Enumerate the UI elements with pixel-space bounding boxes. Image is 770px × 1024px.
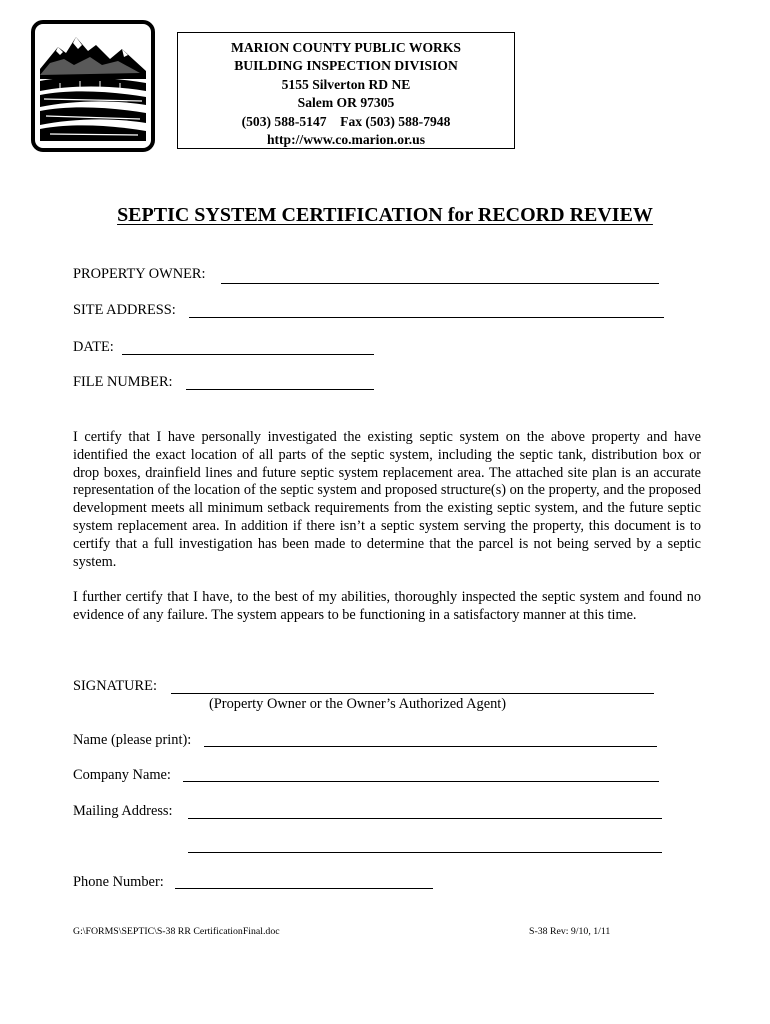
form-title: SEPTIC SYSTEM CERTIFICATION for RECORD REVIEW	[117, 204, 653, 226]
signature-caption: (Property Owner or the Owner’s Authorized Agent)	[209, 696, 507, 712]
name-field[interactable]	[204, 746, 657, 747]
agency-name: MARION COUNTY PUBLIC WORKS	[231, 40, 461, 55]
county-logo-mountains-fields-icon	[30, 19, 156, 153]
property-owner-field[interactable]	[221, 283, 659, 284]
site-address-label: SITE ADDRESS:	[73, 302, 176, 318]
street-address: 5155 Silverton RD NE	[281, 76, 411, 92]
company-name-label: Company Name:	[73, 767, 171, 783]
name-label: Name (please print):	[73, 732, 192, 748]
inspection-paragraph: I further certify that I have, to the best of my abilities, thoroughly inspected the septic system and found no evidence of any failure. The system appears to be functioning in a satisfactory manner at this time.	[73, 589, 701, 623]
document-path: G:\FORMS\SEPTIC\S-38 RR CertificationFinal.doc	[73, 926, 280, 937]
site-address-field[interactable]	[189, 317, 664, 318]
signature-label: SIGNATURE:	[73, 678, 157, 694]
division-name: BUILDING INSPECTION DIVISION	[234, 58, 458, 74]
company-name-field[interactable]	[183, 781, 659, 782]
mailing-address-field-line-2[interactable]	[188, 852, 662, 853]
city-state-zip: Salem OR 97305	[297, 95, 395, 111]
revision-label: S-38 Rev: 9/10, 1/11	[529, 926, 611, 937]
date-field[interactable]	[122, 354, 374, 355]
mailing-address-field[interactable]	[188, 818, 662, 819]
signature-field[interactable]	[171, 693, 654, 694]
file-number-label: FILE NUMBER:	[73, 374, 173, 390]
phone-fax: (503) 588-5147 Fax (503) 588-7948	[241, 113, 451, 129]
website-link[interactable]: http://www.co.marion.or.us	[266, 132, 426, 148]
certification-paragraph: I certify that I have personally investigated the existing septic system on the above property and have identified the exact location of all parts of the septic system, including the septic tank, distribution box or drop boxes, drainfield lines and future septic system replacement area. The attached site plan is an accurate representation of the location of the septic system and proposed structure(s) on the property, and the proposed development meets all minimum setback requirements from the existing septic system, and the future septic system replacement area. In addition if there isn’t a septic system serving the property, this document is to certify that a full investigation has been made to determine that the parcel is not being served by a septic system.	[73, 429, 701, 570]
property-owner-label: PROPERTY OWNER:	[73, 266, 206, 282]
file-number-field[interactable]	[186, 389, 374, 390]
agency-header-box	[177, 32, 515, 149]
phone-number-label: Phone Number:	[73, 874, 164, 890]
mailing-address-label: Mailing Address:	[73, 803, 173, 819]
phone-number-field[interactable]	[175, 888, 433, 889]
date-label: DATE:	[73, 339, 114, 355]
